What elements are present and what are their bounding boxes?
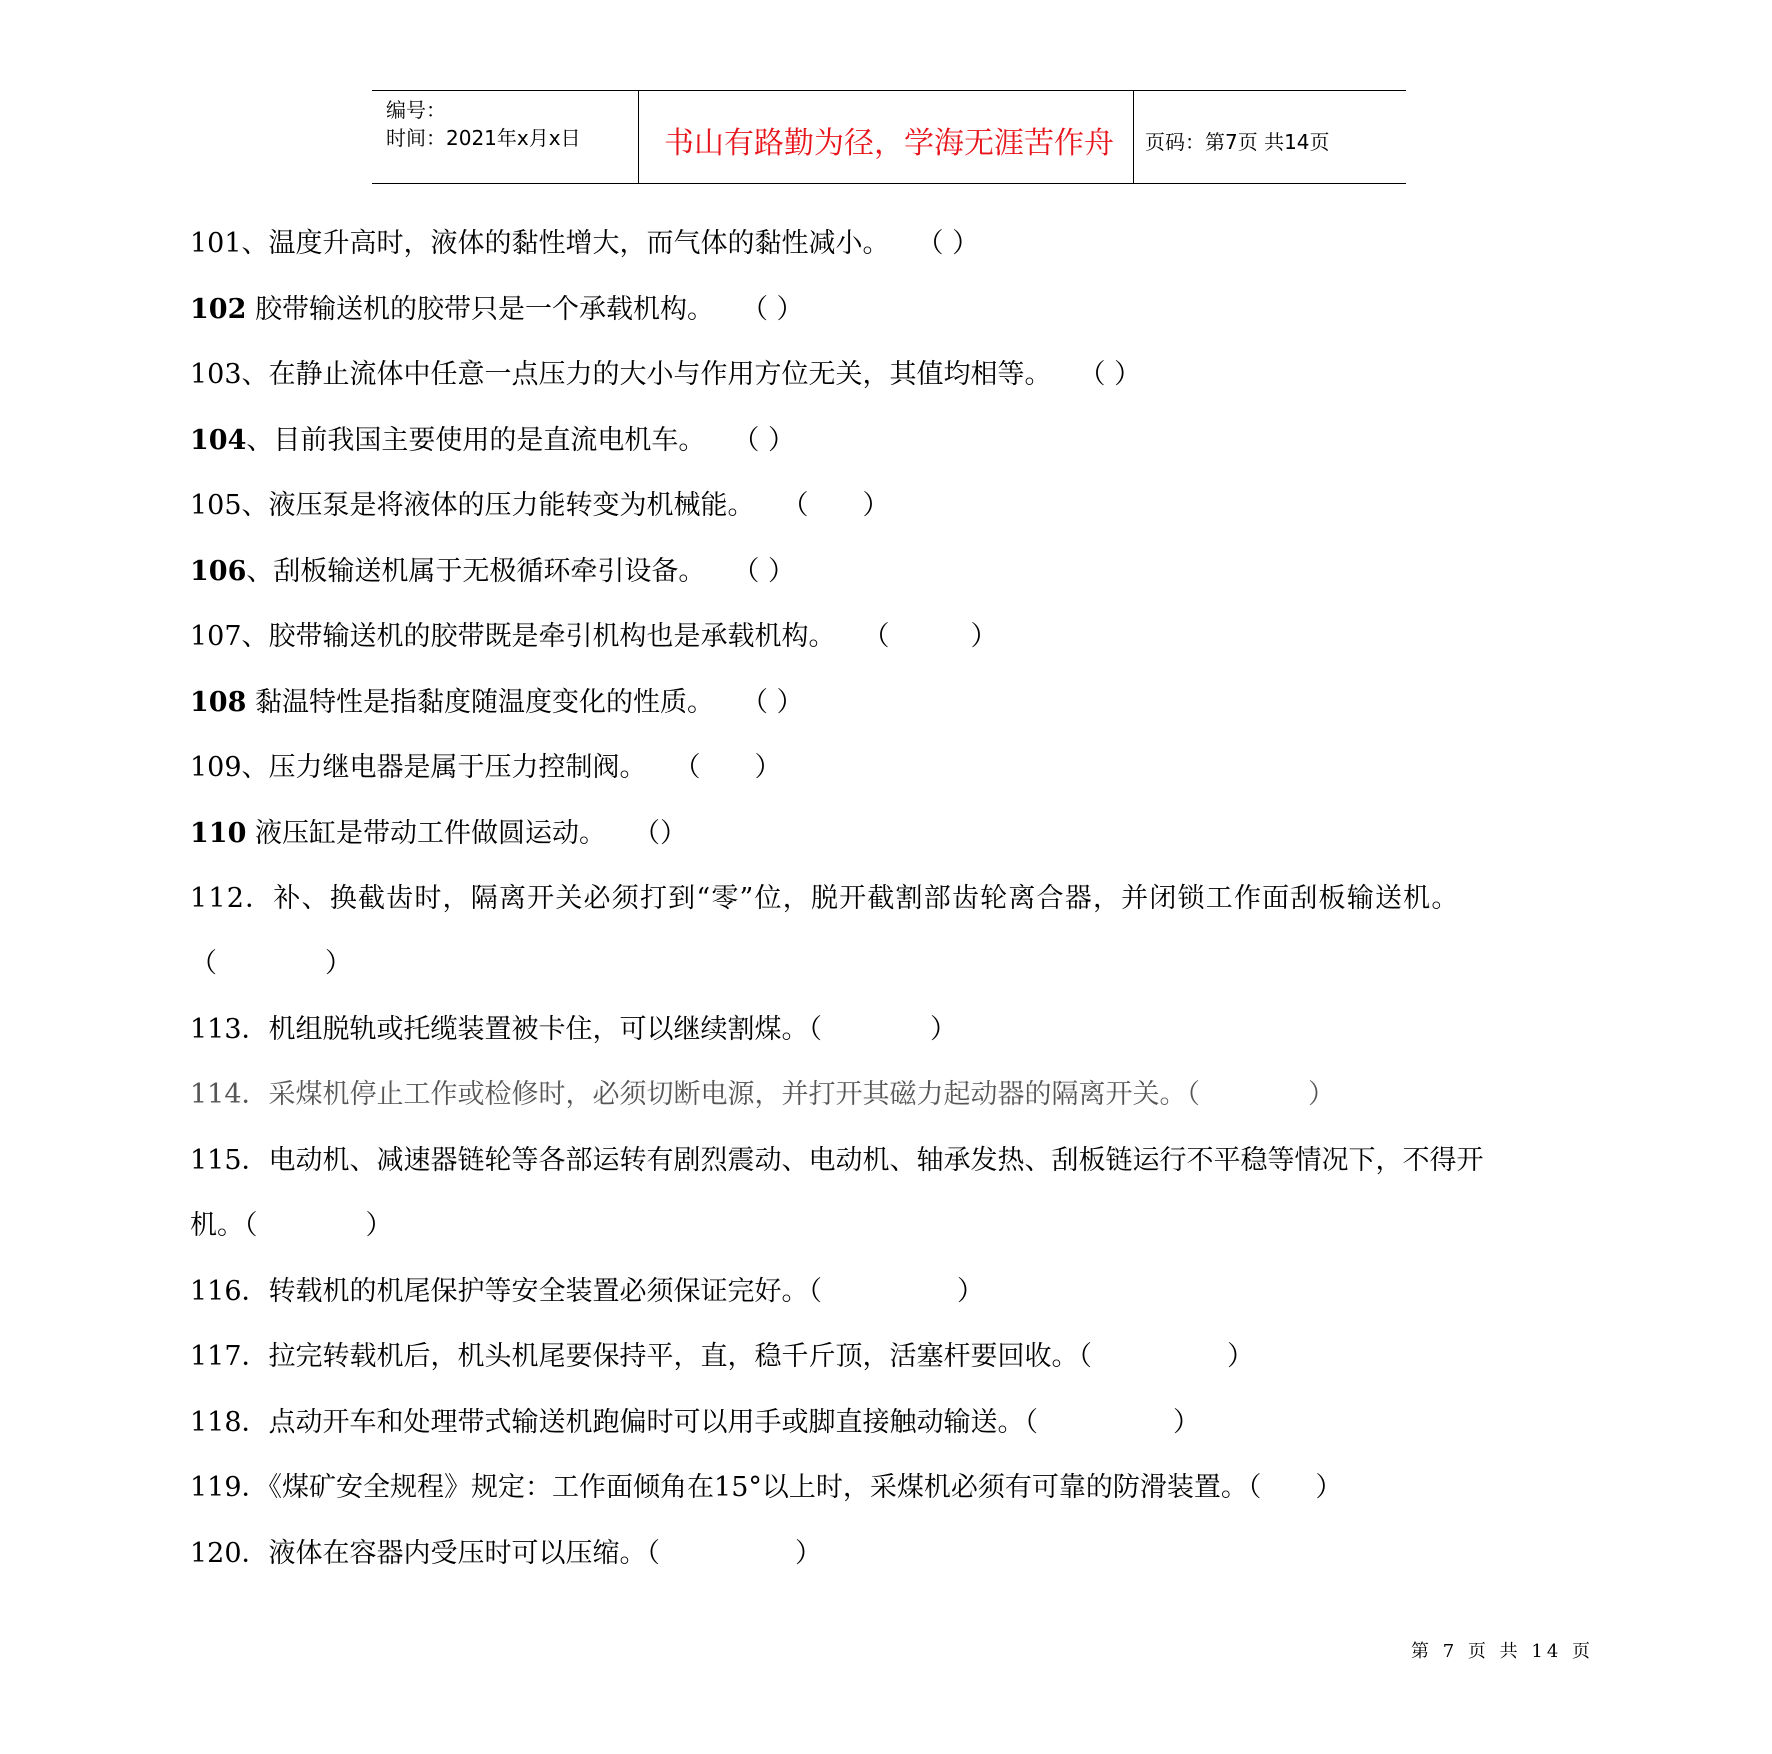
question-108 [190,687,804,719]
question-114 [190,1079,1335,1111]
question-text: ．机组脱轨或托缆装置被卡住，可以继续割煤。（ ） [241,1014,958,1045]
question-104 [190,425,795,457]
question-number: 113 [190,1014,242,1045]
question-116 [190,1276,984,1308]
question-text: 、温度升高时，液体的黏性增大，而气体的黏性减小。 （ ） [241,228,980,259]
question-text: ．点动开车和处理带式输送机跑偏时可以用手或脚直接触动输送。（ ） [241,1407,1201,1438]
question-number: 116 [190,1276,242,1307]
question-119 [190,1472,1342,1504]
question-text: 、胶带输送机的胶带既是牵引机构也是承载机构。 （ ） [241,621,998,652]
question-number: 120 [190,1538,242,1569]
question-115-continued [190,1210,393,1242]
header-divider-left [638,90,639,184]
question-107 [190,621,998,653]
question-number: 115 [190,1145,242,1176]
question-112 [190,883,1460,915]
question-text: 机。（ ） [190,1210,393,1241]
question-number: 105 [190,490,242,521]
question-text: ．电动机、减速器链轮等各部运转有剧烈震动、电动机、轴承发热、刮板链运行不平稳等情况下，不得开 [241,1145,1484,1176]
question-number: 102 [190,294,247,325]
date-label: 时间：2021年x月x日 [386,126,581,150]
question-number: 117 [190,1341,242,1372]
question-120 [190,1538,822,1570]
question-number: 108 [190,687,247,718]
question-112-continued [190,948,352,980]
question-117 [190,1341,1254,1373]
question-115 [190,1145,1484,1177]
question-text: ．采煤机停止工作或检修时，必须切断电源，并打开其磁力起动器的隔离开关。（ ） [241,1079,1336,1110]
question-number: 119 [190,1472,242,1503]
question-text: 胶带输送机的胶带只是一个承载机构。 （ ） [246,294,804,325]
question-text: （ ） [190,948,352,979]
question-110 [190,818,687,850]
question-number: 104 [190,425,247,456]
question-102 [190,294,804,326]
question-text: 、刮板输送机属于无极循环牵引设备。 （ ） [246,556,795,587]
page-footer: 第 7 页 共 14 页 [1411,1641,1594,1662]
question-text: 液压缸是带动工件做圆运动。 （） [246,818,687,849]
question-number: 101 [190,228,242,259]
question-101 [190,228,979,260]
question-number: 110 [190,818,247,849]
question-109 [190,752,782,784]
question-113 [190,1014,957,1046]
question-number: 112 [190,883,246,914]
question-118 [190,1407,1200,1439]
question-number: 118 [190,1407,242,1438]
header-divider-right [1133,90,1134,184]
question-text: ．转载机的机尾保护等安全装置必须保证完好。（ ） [241,1276,985,1307]
motto: 书山有路勤为径，学海无涯苦作舟 [664,126,1114,161]
question-text: ．液体在容器内受压时可以压缩。（ ） [241,1538,823,1569]
question-number: 103 [190,359,242,390]
question-text: ．《煤矿安全规程》规定：工作面倾角在15°以上时，采煤机必须有可靠的防滑装置。（ ） [241,1472,1343,1503]
serial-label: 编号： [386,98,446,122]
question-text: 、在静止流体中任意一点压力的大小与作用方位无关，其值均相等。 （ ） [241,359,1142,390]
question-number: 107 [190,621,242,652]
question-text: 黏温特性是指黏度随温度变化的性质。 （ ） [246,687,804,718]
question-text: ．补、换截齿时，隔离开关必须打到“零”位，脱开截割部齿轮离合器，并闭锁工作面刮板输送机。 [245,883,1460,914]
question-text: 、压力继电器是属于压力控制阀。 （ ） [241,752,782,783]
question-number: 114 [190,1079,242,1110]
question-text: 、液压泵是将液体的压力能转变为机械能。 （ ） [241,490,890,521]
question-text: 、目前我国主要使用的是直流电机车。 （ ） [246,425,795,456]
header-bottom-rule [372,183,1406,184]
question-103 [190,359,1141,391]
question-text: ．拉完转载机后，机头机尾要保持平，直，稳千斤顶，活塞杆要回收。（ ） [241,1341,1255,1372]
header-top-rule [372,90,1406,91]
question-105 [190,490,890,522]
question-number: 109 [190,752,242,783]
page-code: 页码：第7页 共14页 [1145,130,1330,154]
question-number: 106 [190,556,247,587]
question-106 [190,556,795,588]
